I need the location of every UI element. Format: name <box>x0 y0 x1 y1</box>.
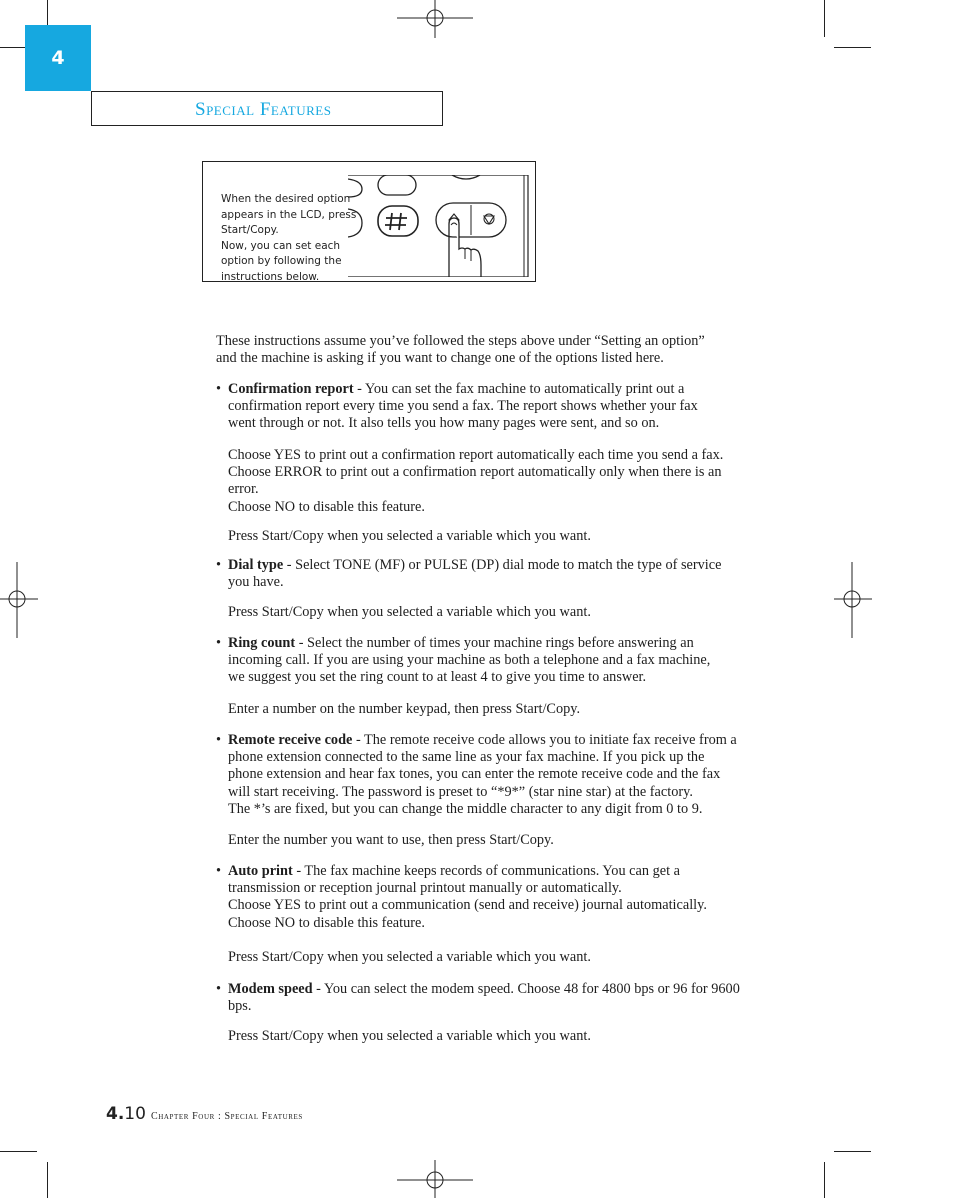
figure-caption-line: appears in the LCD, press <box>221 208 357 221</box>
option-action: Enter the number you want to use, then press Start/Copy. <box>228 832 554 848</box>
option-dial-type <box>216 557 782 591</box>
crop-mark <box>824 1162 825 1198</box>
option-description: - You can set the fax machine to automatically print out a <box>353 381 685 397</box>
start-copy-button-icon <box>436 203 506 237</box>
registration-mark-icon <box>0 562 38 638</box>
option-term: Dial type <box>228 557 284 573</box>
option-action: Press Start/Copy when you selected a variable which you want. <box>228 528 591 544</box>
option-description-line: confirmation report every time you send a fax. The report shows whether your fax <box>228 398 698 415</box>
finger-press-icon <box>449 218 481 277</box>
registration-mark-icon <box>397 0 473 38</box>
option-term: Auto print <box>228 863 293 879</box>
footer-chapter-label: Chapter Four : Special Features <box>150 1111 303 1122</box>
hash-key-icon <box>378 206 418 236</box>
bullet-icon: • <box>216 732 222 748</box>
bullet-icon: • <box>216 863 222 879</box>
option-description: - Select the number of times your machine rings before answering an <box>295 635 694 651</box>
option-description-line: phone extension connected to the same line as your fax machine. If you pick up the <box>228 749 705 766</box>
option-description: - The remote receive code allows you to initiate fax receive from a <box>352 732 737 748</box>
option-description-line: phone extension and hear fax tones, you can enter the remote receive code and the fax <box>228 766 721 783</box>
intro-line: and the machine is asking if you want to change one of the options listed here. <box>216 350 664 367</box>
page-number-suffix: 10 <box>124 1104 146 1124</box>
crop-mark <box>47 1162 48 1198</box>
option-description: - The fax machine keeps records of communications. You can get a <box>292 863 680 879</box>
option-action: Press Start/Copy when you selected a variable which you want. <box>228 1028 591 1044</box>
figure-caption-line: instructions below. <box>221 270 320 283</box>
bullet-icon: • <box>216 635 222 651</box>
crop-mark <box>834 1151 871 1152</box>
bullet-icon: • <box>216 381 222 397</box>
option-term: Ring count <box>228 635 296 651</box>
bullet-icon: • <box>216 557 222 573</box>
figure-caption-line: Now, you can set each <box>221 239 341 252</box>
intro-line: These instructions assume you’ve followed the steps above under “Setting an option” <box>216 333 705 349</box>
option-description-line: went through or not. It also tells you how many pages were sent, and so on. <box>228 415 660 432</box>
option-description-line: Choose NO to disable this feature. <box>228 914 425 931</box>
option-note-line: error. <box>228 481 259 498</box>
option-description-line: we suggest you set the ring count to at least 4 to give you time to answer. <box>228 669 647 686</box>
option-term: Modem speed <box>228 981 313 997</box>
option-modem-speed <box>216 981 782 1015</box>
option-note-line: Choose NO to disable this feature. <box>228 498 425 515</box>
option-remote-receive-code <box>216 732 782 818</box>
option-description-line: transmission or reception journal printout manually or automatically. <box>228 880 622 897</box>
figure-caption-line: When the desired option <box>221 193 351 205</box>
page-number-prefix: 4. <box>106 1104 125 1124</box>
section-header <box>91 91 443 126</box>
keypad-panel-icon <box>348 175 532 277</box>
registration-mark-icon <box>397 1160 473 1198</box>
bullet-icon: • <box>216 981 222 997</box>
option-description-line: incoming call. If you are using your machine as both a telephone and a fax machine, <box>228 652 711 669</box>
option-description-line: will start receiving. The password is preset to “*9*” (star nine star) at the factory. <box>228 783 693 800</box>
option-action: Press Start/Copy when you selected a variable which you want. <box>228 604 591 620</box>
option-description-line: you have. <box>228 574 284 591</box>
figure-caption-line: Start/Copy. <box>221 224 279 237</box>
option-term: Confirmation report <box>228 381 354 397</box>
option-note-line: Choose YES to print out a confirmation report automatically each time you send a fax. <box>228 447 724 463</box>
page-footer <box>106 1104 303 1124</box>
page-number <box>106 1104 146 1124</box>
option-description-line: bps. <box>228 998 252 1015</box>
chapter-number-tab: 4 <box>25 25 91 91</box>
option-description: - You can select the modem speed. Choose 48 for 4800 bps or 96 for 9600 <box>312 981 740 997</box>
option-notes <box>228 447 782 516</box>
option-ring-count <box>216 635 782 687</box>
crop-mark <box>824 0 825 37</box>
section-title: Special Features <box>195 99 332 120</box>
registration-mark-icon <box>834 562 872 638</box>
option-description-line: The *’s are fixed, but you can change the middle character to any digit from 0 to 9. <box>228 800 703 817</box>
option-note-line: Choose ERROR to print out a confirmation report automatically only when there is an <box>228 464 722 481</box>
crop-mark <box>834 47 871 48</box>
figure-caption <box>221 192 357 286</box>
crop-mark <box>0 1151 37 1152</box>
option-description: - Select TONE (MF) or PULSE (DP) dial mode to match the type of service <box>283 557 722 573</box>
option-description-line: Choose YES to print out a communication (send and receive) journal automatically. <box>228 897 707 914</box>
option-term: Remote receive code <box>228 732 353 748</box>
option-action: Enter a number on the number keypad, then press Start/Copy. <box>228 701 581 717</box>
option-action: Press Start/Copy when you selected a variable which you want. <box>228 949 591 965</box>
option-auto-print <box>216 863 782 932</box>
option-confirmation-report <box>216 381 782 433</box>
figure-caption-line: option by following the <box>221 255 342 268</box>
instruction-figure <box>202 161 536 282</box>
intro-paragraph <box>216 333 782 367</box>
